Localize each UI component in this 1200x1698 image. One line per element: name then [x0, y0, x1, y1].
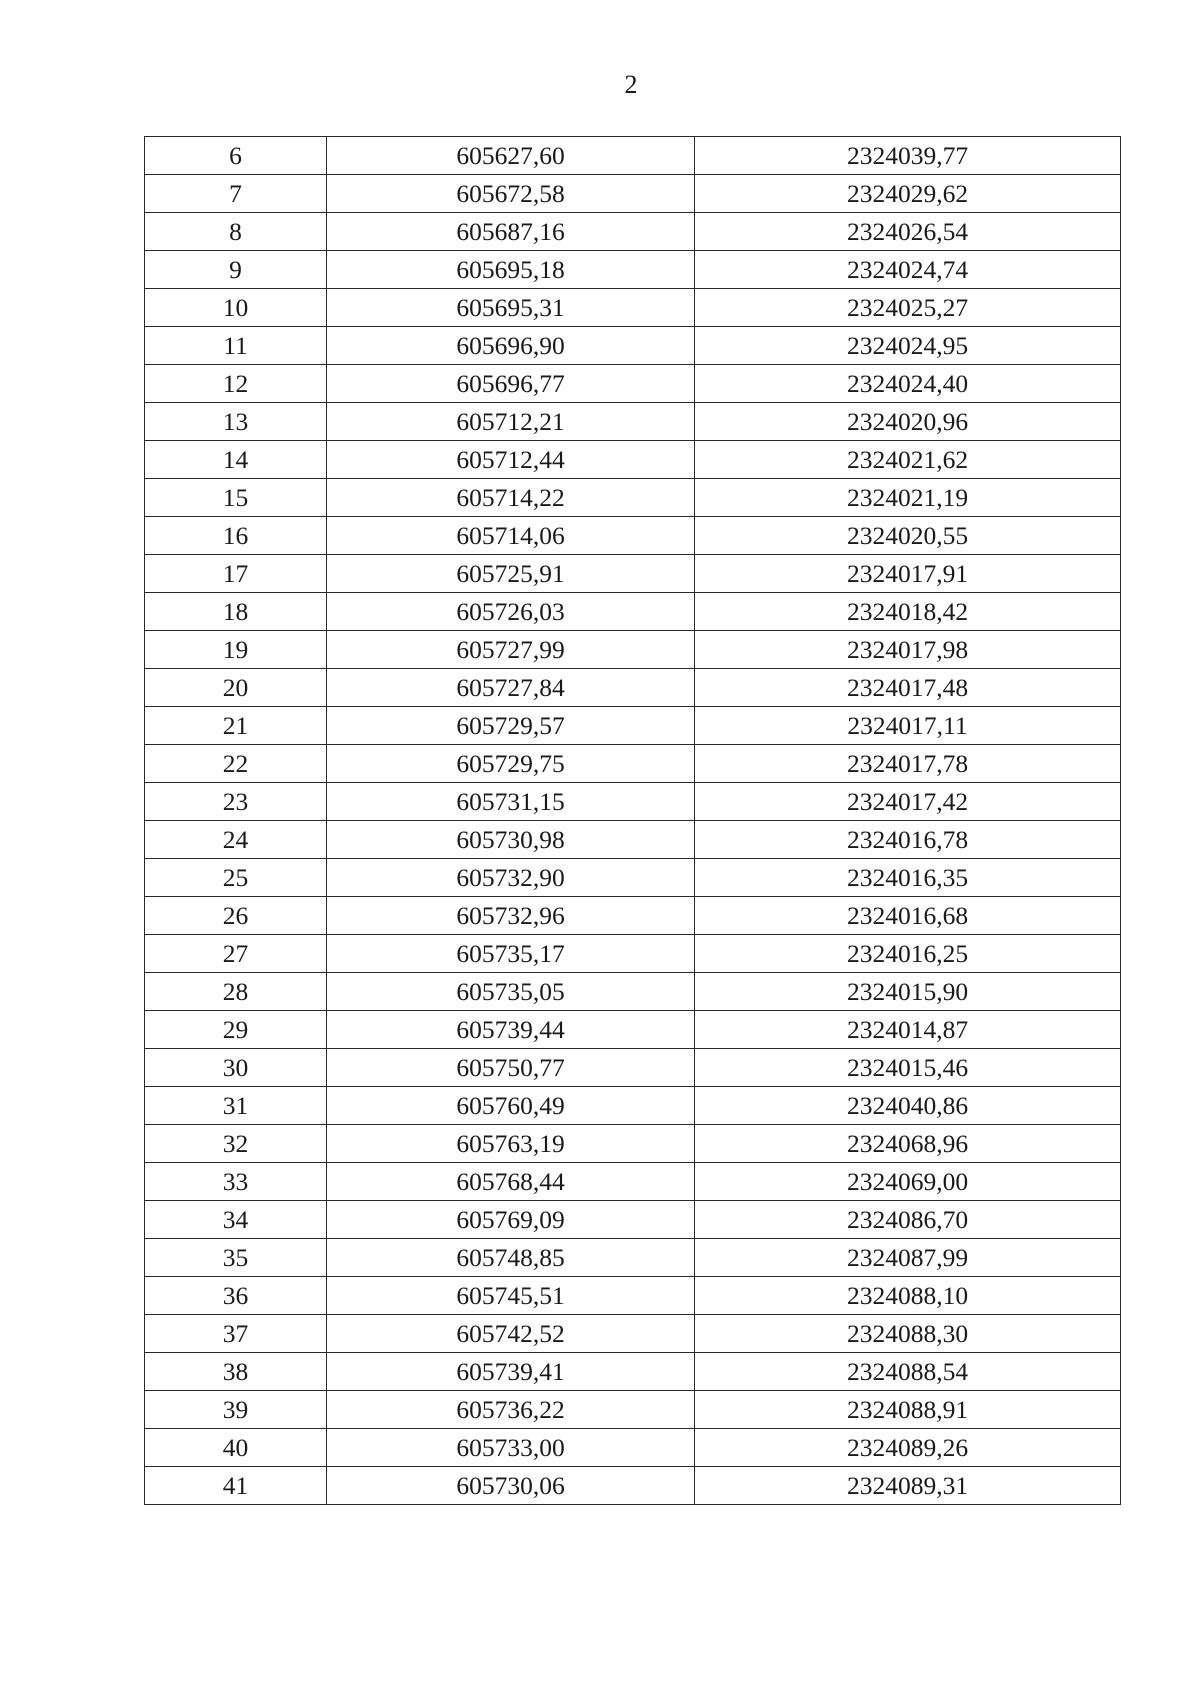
- point-number-cell: 27: [145, 935, 327, 973]
- point-number-cell: 15: [145, 479, 327, 517]
- point-number-cell: 31: [145, 1087, 327, 1125]
- x-coordinate-cell: 605627,60: [327, 137, 695, 175]
- point-number-cell: 14: [145, 441, 327, 479]
- y-coordinate-cell: 2324025,27: [695, 289, 1121, 327]
- coordinates-table-body: [145, 137, 1121, 1505]
- x-coordinate-cell: 605712,21: [327, 403, 695, 441]
- y-coordinate-cell: 2324086,70: [695, 1201, 1121, 1239]
- page-number: 2: [624, 70, 638, 99]
- point-number-cell: 25: [145, 859, 327, 897]
- x-coordinate-cell: 605712,44: [327, 441, 695, 479]
- table-row: [145, 441, 1121, 479]
- table-row: [145, 707, 1121, 745]
- y-coordinate-cell: 2324024,40: [695, 365, 1121, 403]
- x-coordinate-cell: 605726,03: [327, 593, 695, 631]
- x-coordinate-cell: 605695,18: [327, 251, 695, 289]
- y-coordinate-cell: 2324021,62: [695, 441, 1121, 479]
- y-coordinate-cell: 2324015,46: [695, 1049, 1121, 1087]
- point-number-cell: 11: [145, 327, 327, 365]
- y-coordinate-cell: 2324016,68: [695, 897, 1121, 935]
- point-number-cell: 26: [145, 897, 327, 935]
- point-number-cell: 6: [145, 137, 327, 175]
- table-row: [145, 1125, 1121, 1163]
- y-coordinate-cell: 2324017,42: [695, 783, 1121, 821]
- point-number-cell: 32: [145, 1125, 327, 1163]
- point-number-cell: 35: [145, 1239, 327, 1277]
- point-number-cell: 23: [145, 783, 327, 821]
- coordinates-table: [144, 136, 1121, 1505]
- table-row: [145, 1011, 1121, 1049]
- y-coordinate-cell: 2324088,91: [695, 1391, 1121, 1429]
- x-coordinate-cell: 605733,00: [327, 1429, 695, 1467]
- table-row: [145, 859, 1121, 897]
- x-coordinate-cell: 605735,05: [327, 973, 695, 1011]
- x-coordinate-cell: 605696,77: [327, 365, 695, 403]
- table-row: [145, 213, 1121, 251]
- y-coordinate-cell: 2324026,54: [695, 213, 1121, 251]
- table-row: [145, 365, 1121, 403]
- x-coordinate-cell: 605739,41: [327, 1353, 695, 1391]
- y-coordinate-cell: 2324040,86: [695, 1087, 1121, 1125]
- x-coordinate-cell: 605742,52: [327, 1315, 695, 1353]
- x-coordinate-cell: 605735,17: [327, 935, 695, 973]
- x-coordinate-cell: 605727,84: [327, 669, 695, 707]
- y-coordinate-cell: 2324089,26: [695, 1429, 1121, 1467]
- point-number-cell: 9: [145, 251, 327, 289]
- x-coordinate-cell: 605732,96: [327, 897, 695, 935]
- y-coordinate-cell: 2324016,35: [695, 859, 1121, 897]
- point-number-cell: 34: [145, 1201, 327, 1239]
- table-row: [145, 175, 1121, 213]
- x-coordinate-cell: 605736,22: [327, 1391, 695, 1429]
- x-coordinate-cell: 605714,06: [327, 517, 695, 555]
- table-row: [145, 289, 1121, 327]
- table-row: [145, 1277, 1121, 1315]
- x-coordinate-cell: 605731,15: [327, 783, 695, 821]
- table-row: [145, 1087, 1121, 1125]
- y-coordinate-cell: 2324015,90: [695, 973, 1121, 1011]
- table-row: [145, 821, 1121, 859]
- y-coordinate-cell: 2324029,62: [695, 175, 1121, 213]
- x-coordinate-cell: 605750,77: [327, 1049, 695, 1087]
- table-row: [145, 403, 1121, 441]
- x-coordinate-cell: 605725,91: [327, 555, 695, 593]
- point-number-cell: 38: [145, 1353, 327, 1391]
- table-row: [145, 1049, 1121, 1087]
- table-row: [145, 1467, 1121, 1505]
- y-coordinate-cell: 2324018,42: [695, 593, 1121, 631]
- table-row: [145, 555, 1121, 593]
- point-number-cell: 10: [145, 289, 327, 327]
- x-coordinate-cell: 605768,44: [327, 1163, 695, 1201]
- table-row: [145, 669, 1121, 707]
- x-coordinate-cell: 605687,16: [327, 213, 695, 251]
- x-coordinate-cell: 605727,99: [327, 631, 695, 669]
- x-coordinate-cell: 605696,90: [327, 327, 695, 365]
- table-row: [145, 479, 1121, 517]
- table-row: [145, 1353, 1121, 1391]
- point-number-cell: 24: [145, 821, 327, 859]
- y-coordinate-cell: 2324024,74: [695, 251, 1121, 289]
- y-coordinate-cell: 2324089,31: [695, 1467, 1121, 1505]
- y-coordinate-cell: 2324017,48: [695, 669, 1121, 707]
- y-coordinate-cell: 2324017,11: [695, 707, 1121, 745]
- table-row: [145, 1163, 1121, 1201]
- y-coordinate-cell: 2324068,96: [695, 1125, 1121, 1163]
- point-number-cell: 16: [145, 517, 327, 555]
- table-row: [145, 1429, 1121, 1467]
- point-number-cell: 19: [145, 631, 327, 669]
- y-coordinate-cell: 2324017,78: [695, 745, 1121, 783]
- point-number-cell: 21: [145, 707, 327, 745]
- table-row: [145, 745, 1121, 783]
- x-coordinate-cell: 605730,06: [327, 1467, 695, 1505]
- table-row: [145, 327, 1121, 365]
- y-coordinate-cell: 2324088,10: [695, 1277, 1121, 1315]
- x-coordinate-cell: 605760,49: [327, 1087, 695, 1125]
- point-number-cell: 17: [145, 555, 327, 593]
- point-number-cell: 30: [145, 1049, 327, 1087]
- y-coordinate-cell: 2324014,87: [695, 1011, 1121, 1049]
- y-coordinate-cell: 2324087,99: [695, 1239, 1121, 1277]
- table-row: [145, 783, 1121, 821]
- y-coordinate-cell: 2324016,25: [695, 935, 1121, 973]
- point-number-cell: 29: [145, 1011, 327, 1049]
- y-coordinate-cell: 2324020,55: [695, 517, 1121, 555]
- x-coordinate-cell: 605763,19: [327, 1125, 695, 1163]
- table-row: [145, 251, 1121, 289]
- x-coordinate-cell: 605714,22: [327, 479, 695, 517]
- point-number-cell: 8: [145, 213, 327, 251]
- y-coordinate-cell: 2324021,19: [695, 479, 1121, 517]
- y-coordinate-cell: 2324088,30: [695, 1315, 1121, 1353]
- y-coordinate-cell: 2324024,95: [695, 327, 1121, 365]
- y-coordinate-cell: 2324069,00: [695, 1163, 1121, 1201]
- table-row: [145, 897, 1121, 935]
- y-coordinate-cell: 2324020,96: [695, 403, 1121, 441]
- table-row: [145, 973, 1121, 1011]
- table-row: [145, 631, 1121, 669]
- table-row: [145, 1201, 1121, 1239]
- table-row: [145, 1391, 1121, 1429]
- x-coordinate-cell: 605730,98: [327, 821, 695, 859]
- y-coordinate-cell: 2324017,98: [695, 631, 1121, 669]
- point-number-cell: 7: [145, 175, 327, 213]
- point-number-cell: 28: [145, 973, 327, 1011]
- table-row: [145, 935, 1121, 973]
- point-number-cell: 18: [145, 593, 327, 631]
- x-coordinate-cell: 605769,09: [327, 1201, 695, 1239]
- point-number-cell: 39: [145, 1391, 327, 1429]
- table-row: [145, 1239, 1121, 1277]
- x-coordinate-cell: 605745,51: [327, 1277, 695, 1315]
- point-number-cell: 12: [145, 365, 327, 403]
- x-coordinate-cell: 605739,44: [327, 1011, 695, 1049]
- y-coordinate-cell: 2324088,54: [695, 1353, 1121, 1391]
- table-row: [145, 593, 1121, 631]
- y-coordinate-cell: 2324016,78: [695, 821, 1121, 859]
- point-number-cell: 37: [145, 1315, 327, 1353]
- x-coordinate-cell: 605732,90: [327, 859, 695, 897]
- y-coordinate-cell: 2324039,77: [695, 137, 1121, 175]
- point-number-cell: 22: [145, 745, 327, 783]
- point-number-cell: 33: [145, 1163, 327, 1201]
- point-number-cell: 40: [145, 1429, 327, 1467]
- y-coordinate-cell: 2324017,91: [695, 555, 1121, 593]
- x-coordinate-cell: 605729,57: [327, 707, 695, 745]
- x-coordinate-cell: 605729,75: [327, 745, 695, 783]
- x-coordinate-cell: 605695,31: [327, 289, 695, 327]
- point-number-cell: 20: [145, 669, 327, 707]
- point-number-cell: 41: [145, 1467, 327, 1505]
- table-row: [145, 137, 1121, 175]
- table-row: [145, 1315, 1121, 1353]
- table-row: [145, 517, 1121, 555]
- point-number-cell: 13: [145, 403, 327, 441]
- x-coordinate-cell: 605672,58: [327, 175, 695, 213]
- point-number-cell: 36: [145, 1277, 327, 1315]
- x-coordinate-cell: 605748,85: [327, 1239, 695, 1277]
